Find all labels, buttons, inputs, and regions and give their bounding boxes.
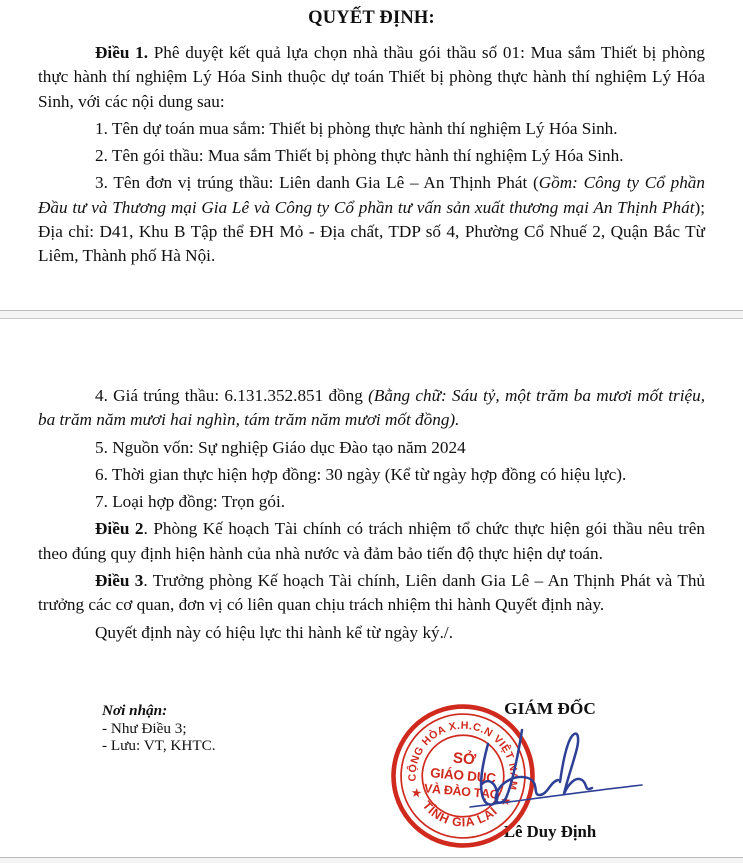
stamp-ring-bottom-text: TỈNH GIA LAI [419, 798, 501, 830]
stamp-star-right-icon: ★ [499, 793, 513, 809]
list-item-4-text: 4. Giá trúng thầu: 6.131.352.851 đồng [95, 386, 369, 405]
list-item-2: 2. Tên gói thầu: Mua sắm Thiết bị phòng thực hành thí nghiệm Lý Hóa Sinh. [95, 146, 624, 166]
article-1-text: Phê duyệt kết quả lựa chọn nhà thầu gói thầu số 01: Mua sắm Thiết bị phòng thực hành thí nghiệm Lý Hóa Sinh thuộc dự toán Thiết bị phòng thực hành thí nghiệm Lý Hóa Sinh, với các nội dung sau: [38, 43, 706, 111]
list-item-7: 7. Loại hợp đồng: Trọn gói. [95, 492, 286, 512]
paragraph-article-2 [38, 517, 705, 566]
list-item-5: 5. Nguồn vốn: Sự nghiệp Giáo dục Đào tạo năm 2024 [95, 437, 466, 457]
signature-stroke-2 [496, 730, 558, 803]
signature-stroke-3 [560, 734, 592, 794]
stamp-star-left-icon: ★ [410, 785, 423, 801]
recipients-block [102, 702, 216, 755]
article-2-label: Điều 2 [95, 519, 144, 539]
list-item-4-amount-in-words: (Bằng chữ: Sáu tỷ, một trăm ba mươi mốt triệu, ba trăm năm mươi hai nghìn, tám trăm năm mươi mốt đồng). [38, 386, 705, 430]
bottom-page-separator [0, 857, 743, 863]
stamp-ring-top-text: CỘNG HÒA X.H.C.N VIỆT NAM [406, 719, 520, 792]
list-item-3-text-b: ); Địa chỉ: D41, Khu B Tập thể ĐH Mỏ - Địa chất, TDP số 4, Phường Cổ Nhuế 2, Quận Bắc Từ Liêm, Thành phố Hà Nội. [38, 197, 705, 266]
page-separator [0, 310, 743, 319]
signer-position-title: GIÁM ĐỐC [504, 699, 596, 718]
article-3-text: . Trưởng phòng Kế hoạch Tài chính, Liên danh Gia Lê – An Thịnh Phát và Thủ trưởng các cơ quan, đơn vị có liên quan chịu trách nhiệm thi hành Quyết định này. [38, 571, 706, 615]
signer-name: Lê Duy Định [503, 822, 597, 841]
list-item-3-text-a: 3. Tên đơn vị trúng thầu: Liên danh Gia Lê – An Thịnh Phát ( [95, 173, 539, 193]
paragraph-article-3 [38, 569, 705, 618]
article-2-text: . Phòng Kế hoạch Tài chính có trách nhiệm tổ chức thực hiện gói thầu nêu trên theo đúng quy định hiện hành của nhà nước và đảm bảo tiến độ thực hiện dự toán. [38, 519, 706, 563]
handwritten-signature-icon [428, 708, 668, 820]
recipients-header: Nơi nhận: [102, 702, 168, 719]
page-1-content [0, 0, 743, 310]
article-3-label: Điều 3 [95, 571, 144, 591]
stamp-center-line-2: GIÁO DỤC [429, 765, 497, 786]
list-item-3 [38, 171, 705, 268]
stamp-center-line-1: SỞ [452, 749, 477, 769]
list-item-1: 1. Tên dự toán mua sắm: Thiết bị phòng thực hành thí nghiệm Lý Hóa Sinh. [95, 118, 618, 138]
stamp-center-line-3: VÀ ĐÀO TẠO [423, 781, 500, 802]
recipients-line-1: - Như Điều 3; [102, 719, 187, 737]
article-1-label: Điều 1. [95, 43, 148, 62]
recipients-line-2: - Lưu: VT, KHTC. [102, 737, 216, 755]
paragraph-article-1 [38, 41, 705, 114]
closing-statement: Quyết định này có hiệu lực thi hành kể từ ngày ký./. [95, 622, 454, 642]
list-item-4 [38, 384, 705, 433]
list-item-6: 6. Thời gian thực hiện hợp đồng: 30 ngày (Kể từ ngày hợp đồng có hiệu lực). [95, 464, 627, 484]
list-item-3-consortium-note: Gồm: Công ty Cổ phần Đầu tư và Thương mại Gia Lê và Công ty Cổ phần tư vấn sản xuất thương mại An Thịnh Phát [38, 173, 705, 217]
document-title: QUYẾT ĐỊNH: [308, 8, 435, 28]
